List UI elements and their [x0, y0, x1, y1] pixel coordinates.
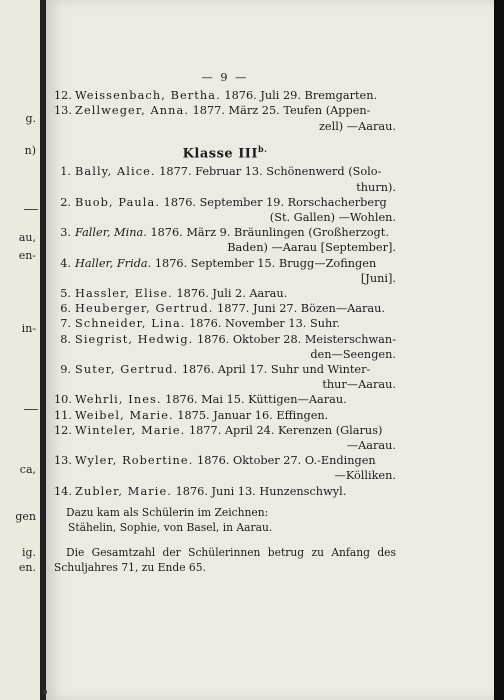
left-rule	[24, 209, 38, 210]
entry-name: Hassler, Elise.	[75, 286, 173, 300]
entry-continuation: —Kölliken.	[334, 469, 396, 483]
entry-name: Zubler, Marie.	[75, 484, 172, 498]
entry-number: 2.	[60, 195, 71, 209]
entry-number: 12.	[54, 89, 72, 103]
entry-number: 1.	[60, 165, 71, 179]
left-rule	[24, 409, 38, 410]
class-heading-text: Klasse III	[182, 146, 258, 162]
list-entry	[54, 316, 396, 331]
entry-continuation: (St. Gallen) —Wohlen.	[269, 210, 396, 224]
entry-details: 1876. April 17. Suhr und Winter-	[181, 362, 371, 376]
list-entry	[54, 103, 396, 133]
entry-continuation: thurn).	[356, 180, 396, 194]
entry-name: Siegrist, Hedwig.	[75, 332, 194, 346]
entry-number: 12.	[54, 423, 72, 437]
page-text	[54, 70, 396, 576]
list-entry	[54, 332, 396, 362]
entry-number: 4.	[60, 256, 71, 270]
entry-name: Buob, Paula.	[75, 195, 161, 209]
entry-number: 10.	[54, 393, 72, 407]
left-text-fragment: gen	[15, 510, 36, 523]
entry-list-class-3b	[54, 164, 396, 498]
entry-continuation: thur—Aarau.	[322, 378, 396, 392]
list-entry	[54, 301, 396, 316]
scan-mark	[43, 690, 47, 694]
left-text-fragment: n)	[24, 144, 36, 157]
class-heading-sup: b.	[257, 143, 268, 154]
entry-continuation: zell) —Aarau.	[318, 119, 396, 133]
entry-details: 1877. Juni 27. Bözen—Aarau.	[217, 302, 386, 316]
left-text-fragment: en-	[18, 249, 36, 262]
entry-number: 13.	[54, 104, 72, 118]
list-entry	[54, 362, 396, 392]
list-entry	[54, 408, 396, 423]
list-entry	[54, 256, 396, 286]
entry-continuation: Baden) —Aarau [September].	[227, 241, 396, 255]
entry-details: 1875. Januar 16. Effingen.	[177, 408, 329, 422]
entry-details: 1876. März 9. Bräunlingen (Großherzogt.	[150, 226, 389, 240]
list-entry	[54, 225, 396, 255]
entry-name: Suter, Gertrud.	[75, 362, 179, 376]
entry-number: 6.	[60, 302, 71, 316]
entry-continuation: den—Seengen.	[310, 347, 396, 361]
entry-details: 1876. September 19. Rorschacherberg	[163, 195, 387, 209]
list-entry	[54, 423, 396, 453]
scan-border	[494, 0, 504, 700]
entry-details: 1876. Juni 13. Hunzenschwyl.	[175, 484, 347, 498]
entry-number: 13.	[54, 454, 72, 468]
entry-name: Winteler, Marie.	[75, 423, 186, 437]
entry-number: 8.	[60, 332, 71, 346]
page-number: — 9 —	[201, 71, 249, 84]
entry-number: 11.	[54, 408, 72, 422]
entry-name: Weissenbach, Bertha.	[75, 89, 221, 103]
left-page-fragment	[0, 0, 40, 700]
list-entry	[54, 286, 396, 301]
entry-name: Haller, Frida.	[75, 256, 152, 270]
entry-list-previous-class	[54, 88, 396, 134]
drawing-student-intro: Dazu kam als Schülerin im Zeichnen:	[66, 505, 269, 519]
list-entry	[54, 195, 396, 225]
entry-continuation: [Juni].	[360, 271, 396, 285]
left-text-fragment: ig.	[21, 546, 36, 559]
entry-number: 9.	[60, 362, 71, 376]
entry-details: 1876. September 15. Brugg—Zofingen	[154, 256, 377, 270]
left-text-fragment: en.	[18, 561, 36, 574]
list-entry	[54, 88, 396, 103]
entry-details: 1876. Mai 15. Küttigen—Aarau.	[165, 393, 347, 407]
entry-details: 1876. November 13. Suhr.	[189, 317, 340, 331]
entry-details: 1876. Oktober 28. Meisterschwan-	[196, 332, 397, 346]
entry-details: 1877. März 25. Teufen (Appen-	[192, 104, 371, 118]
left-text-fragment: g.	[25, 112, 36, 125]
list-entry	[54, 392, 396, 407]
entry-name: Zellweger, Anna.	[75, 104, 190, 118]
entry-continuation: —Aarau.	[346, 439, 396, 452]
entry-name: Weibel, Marie.	[75, 408, 174, 422]
entry-number: 3.	[60, 226, 71, 240]
left-text-fragment: ca,	[19, 463, 36, 476]
entry-name: Wehrli, Ines.	[75, 393, 162, 407]
entry-name: Bally, Alice.	[75, 165, 156, 179]
entry-name: Wyler, Robertine.	[75, 454, 194, 468]
left-text-fragment: au,	[18, 231, 36, 244]
entry-details: 1876. Juli 2. Aarau.	[176, 286, 288, 300]
list-entry	[54, 484, 396, 499]
entry-number: 5.	[60, 286, 71, 300]
drawing-student-name: Stähelin, Sophie, von Basel, in Aarau.	[68, 521, 273, 535]
entry-details: 1876. Juli 29. Bremgarten.	[224, 89, 378, 103]
entry-details: 1877. April 24. Kerenzen (Glarus)	[188, 423, 383, 437]
entry-details: 1876. Oktober 27. O.-Endingen	[197, 454, 376, 468]
entry-name: Heuberger, Gertrud.	[75, 302, 214, 316]
entry-name: Schneider, Lina.	[75, 317, 186, 331]
entry-number: 7.	[60, 317, 71, 331]
entry-number: 14.	[54, 484, 72, 498]
list-entry	[54, 453, 396, 483]
entry-details: 1877. Februar 13. Schönenwerd (Solo-	[159, 165, 382, 179]
total-students-paragraph: Die Gesamtzahl der Schülerinnen betrug zu Anfang des Schuljahres 71, zu Ende 65.	[54, 546, 396, 575]
list-entry	[54, 164, 396, 194]
class-heading	[54, 142, 396, 162]
entry-name: Faller, Mina.	[75, 226, 147, 240]
left-text-fragment: in-	[21, 322, 36, 335]
